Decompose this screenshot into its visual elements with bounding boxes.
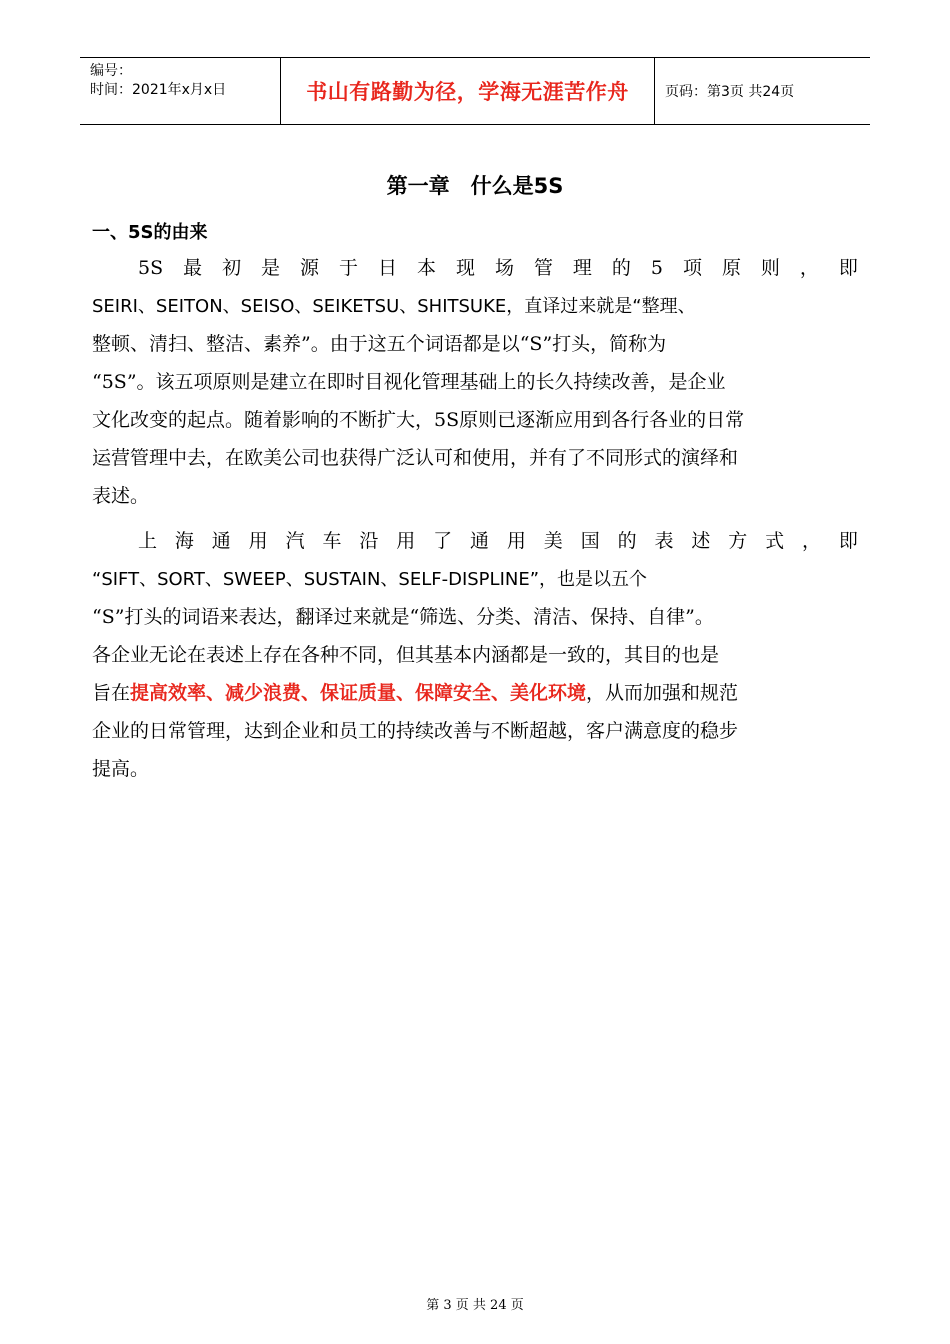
para1-line6: 运营管理中去，在欧美公司也获得广泛认可和使用，并有了不同形式的演绎和 bbox=[92, 447, 739, 469]
page-footer: 第 3 页 共 24 页 bbox=[426, 1298, 524, 1313]
para1-line1-word: 管 bbox=[533, 257, 553, 279]
para2-line7: 提高。 bbox=[92, 758, 150, 780]
section-title: 一、5S的由来 bbox=[92, 222, 208, 243]
para2-line1-word: 述 bbox=[691, 530, 711, 552]
serial-label: 编号： bbox=[90, 63, 132, 79]
para2-line1-word: 通 bbox=[470, 530, 490, 552]
para2-line5-prefix: 旨在 bbox=[92, 682, 131, 704]
para2-line1 bbox=[92, 522, 858, 560]
para2-line1-word: 式 bbox=[765, 530, 785, 552]
time-label: 时间：2021年x月x日 bbox=[90, 82, 227, 98]
para1-line3: 整顿、清扫、整洁、素养”。由于这五个词语都是以“S”打头，简称为 bbox=[92, 333, 667, 355]
para1-line1-word: 日 bbox=[378, 257, 398, 279]
para1-line1-word: 现 bbox=[455, 257, 475, 279]
para2-line1-word: 国 bbox=[580, 530, 600, 552]
para1-line1-word: 于 bbox=[339, 257, 359, 279]
para2-line1-word: ， bbox=[802, 530, 822, 552]
header-meta bbox=[80, 58, 281, 124]
para2-line1-word: 即 bbox=[838, 530, 858, 552]
para2-line1-word: 用 bbox=[506, 530, 526, 552]
para1-line1-word: 的 bbox=[611, 257, 631, 279]
para2-line5-suffix: ，从而加强和规范 bbox=[586, 682, 739, 704]
para1-line1-word: 项 bbox=[682, 257, 702, 279]
para2-line1-word: 表 bbox=[654, 530, 674, 552]
para1-line5: 文化改变的起点。随着影响的不断扩大，5S原则已逐渐应用到各行各业的日常 bbox=[92, 409, 745, 431]
para1-line1-word: 5S bbox=[138, 257, 164, 279]
para2-line1-word: 用 bbox=[396, 530, 416, 552]
para2-line1-word: 海 bbox=[174, 530, 194, 552]
para1-line1-word: 5 bbox=[650, 257, 663, 279]
para2-line1-word: 美 bbox=[543, 530, 563, 552]
para1-line1-word: 是 bbox=[261, 257, 281, 279]
header-motto: 书山有路勤为径，学海无涯苦作舟 bbox=[281, 58, 655, 124]
para2-line1-word: 了 bbox=[433, 530, 453, 552]
para1-line1-word: 最 bbox=[183, 257, 203, 279]
para2-line1-word: 的 bbox=[617, 530, 637, 552]
paragraph-2 bbox=[92, 522, 858, 788]
para2-line1-word: 车 bbox=[322, 530, 342, 552]
para1-line1-word: 源 bbox=[300, 257, 320, 279]
para2-line4: 各企业无论在表述上存在各种不同，但其基本内涵都是一致的，其目的也是 bbox=[92, 644, 720, 666]
para1-line1-word: 本 bbox=[416, 257, 436, 279]
para1-line1-word: 即 bbox=[838, 257, 858, 279]
para2-line2: “SIFT、SORT、SWEEP、SUSTAIN、SELF-DISPLINE”，也是以五个 bbox=[92, 569, 648, 590]
paragraph-1 bbox=[92, 249, 858, 515]
para2-line3: “S”打头的词语来表达，翻译过来就是“筛选、分类、清洁、保持、自律”。 bbox=[92, 606, 714, 628]
header-table bbox=[80, 57, 870, 125]
para2-line1-word: 用 bbox=[248, 530, 268, 552]
para1-line1-word: 场 bbox=[494, 257, 514, 279]
para1-line1-word: 原 bbox=[721, 257, 741, 279]
para2-line1-word: 方 bbox=[728, 530, 748, 552]
para2-line1-word: 汽 bbox=[285, 530, 305, 552]
para2-line1-word: 上 bbox=[138, 530, 158, 552]
para1-line1-word: ， bbox=[799, 257, 819, 279]
para1-line7: 表述。 bbox=[92, 485, 150, 507]
para1-line1-word: 理 bbox=[572, 257, 592, 279]
header-page-info: 页码：第3页 共24页 bbox=[665, 84, 795, 100]
para1-line1 bbox=[92, 249, 858, 287]
para1-line4: “5S”。该五项原则是建立在即时目视化管理基础上的长久持续改善，是企业 bbox=[92, 371, 726, 393]
para1-line1-word: 初 bbox=[222, 257, 242, 279]
para2-line1-word: 通 bbox=[211, 530, 231, 552]
para1-line2: SEIRI、SEITON、SEISO、SEIKETSU、SHITSUKE，直译过来就是“整理、 bbox=[92, 296, 696, 317]
para2-line1-word: 沿 bbox=[359, 530, 379, 552]
para1-line1-word: 则 bbox=[760, 257, 780, 279]
highlight-goals: 提高效率、减少浪费、保证质量、保障安全、美化环境 bbox=[130, 682, 587, 704]
para2-line5 bbox=[92, 674, 858, 712]
para2-line6: 企业的日常管理，达到企业和员工的持续改善与不断超越，客户满意度的稳步 bbox=[92, 720, 739, 742]
chapter-title: 第一章 什么是5S bbox=[386, 174, 564, 198]
